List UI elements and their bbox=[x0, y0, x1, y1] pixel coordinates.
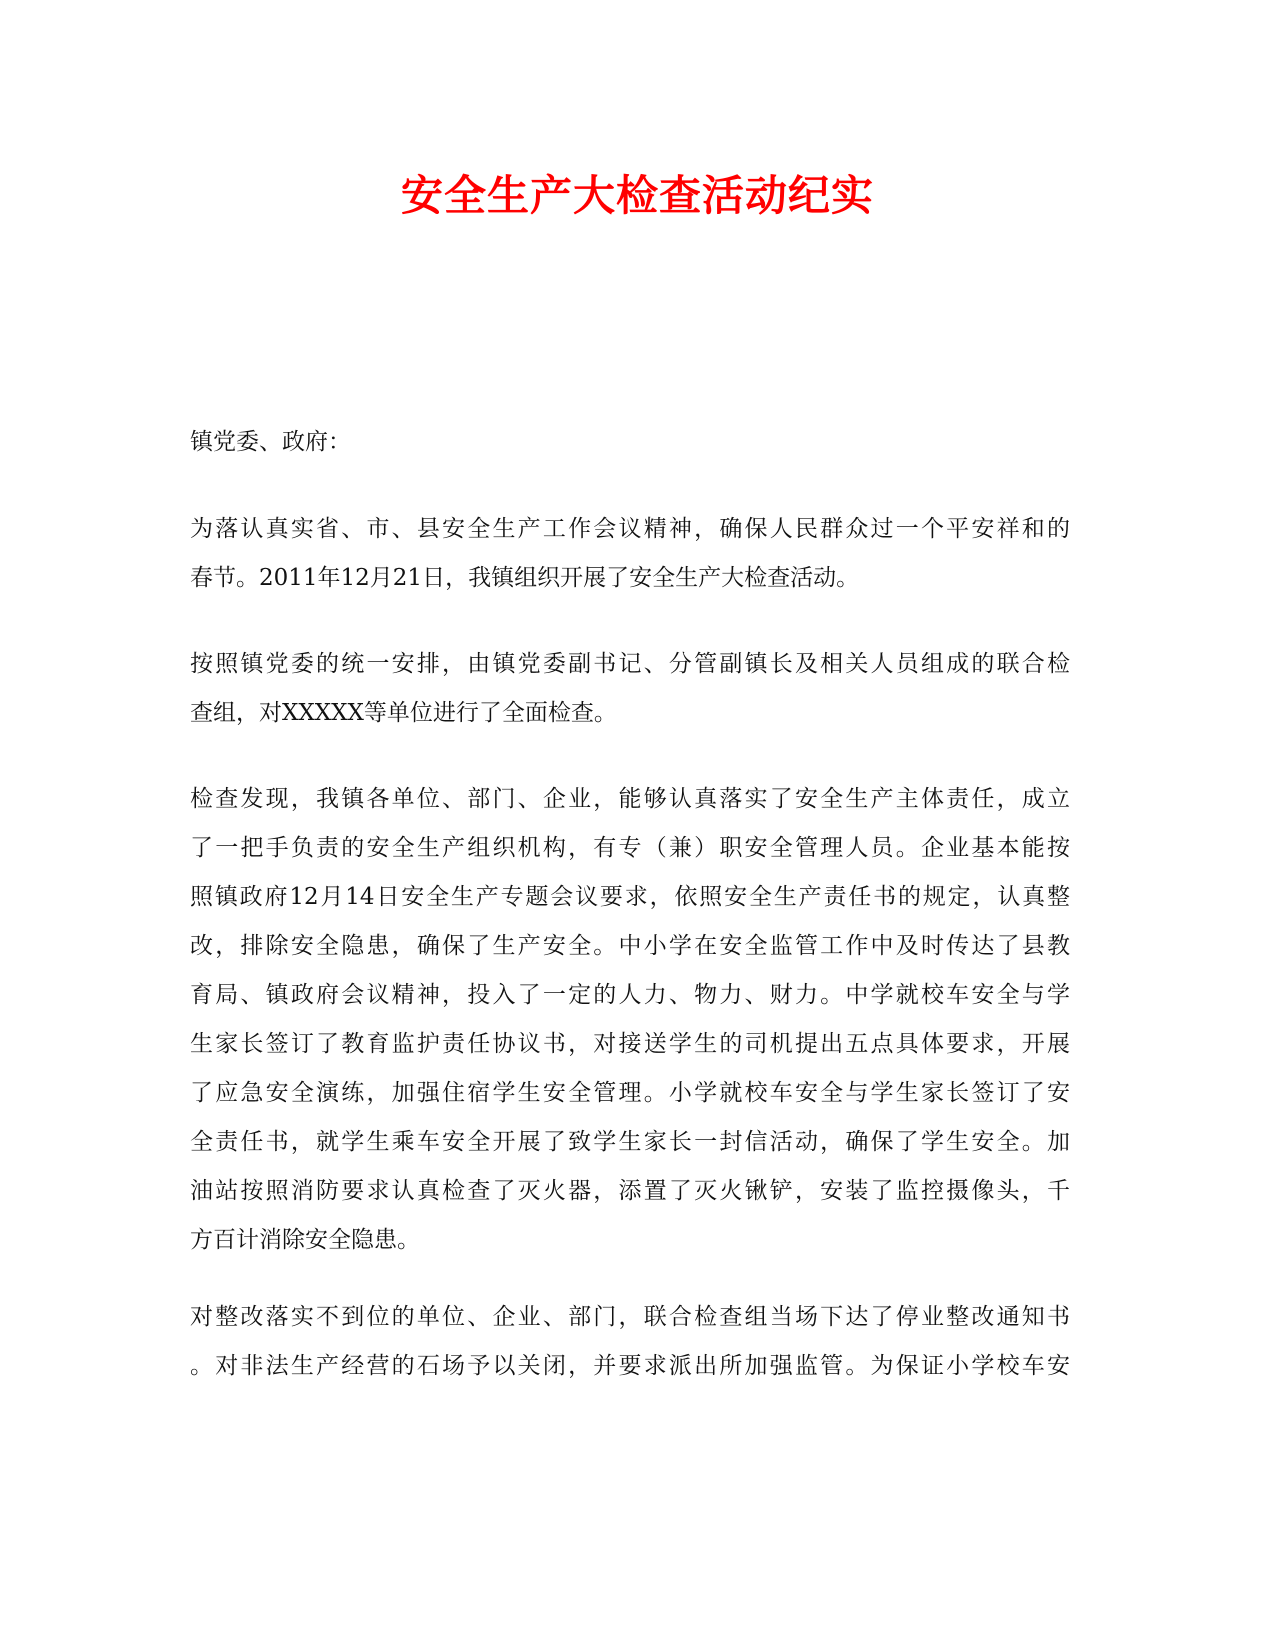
paragraph-line: 。对非法生产经营的石场予以关闭，并要求派出所加强监管。为保证小学校车安 bbox=[190, 1353, 1070, 1379]
salutation bbox=[190, 418, 1070, 467]
paragraph-line: 查组，对XXXXX等单位进行了全面检查。 bbox=[190, 700, 617, 726]
paragraph-line: 检查发现，我镇各单位、部门、企业，能够认真落实了安全生产主体责任，成立 bbox=[190, 786, 1070, 812]
paragraph-line: 按照镇党委的统一安排，由镇党委副书记、分管副镇长及相关人员组成的联合检 bbox=[190, 651, 1070, 677]
paragraph-line: 了一把手负责的安全生产组织机构，有专（兼）职安全管理人员。企业基本能按 bbox=[190, 835, 1070, 861]
paragraph-line: 全责任书，就学生乘车安全开展了致学生家长一封信活动，确保了学生安全。加 bbox=[190, 1129, 1070, 1155]
salutation-text: 镇党委、政府： bbox=[190, 429, 351, 455]
paragraph-line: 生家长签订了教育监护责任协议书，对接送学生的司机提出五点具体要求，开展 bbox=[190, 1031, 1070, 1057]
document-title: 安全生产大检查活动纪实 bbox=[400, 171, 874, 220]
paragraph-line: 方百计消除安全隐患。 bbox=[190, 1227, 420, 1253]
paragraph-4 bbox=[190, 1293, 1070, 1391]
paragraph-3 bbox=[190, 775, 1070, 1265]
paragraph-line: 油站按照消防要求认真检查了灭火器，添置了灭火锹铲，安装了监控摄像头，千 bbox=[190, 1178, 1070, 1204]
paragraph-2 bbox=[190, 640, 1070, 738]
paragraph-line: 照镇政府12月14日安全生产专题会议要求，依照安全生产责任书的规定，认真整 bbox=[190, 884, 1070, 910]
paragraph-line: 改，排除安全隐患，确保了生产安全。中小学在安全监管工作中及时传达了县教 bbox=[190, 933, 1070, 959]
paragraph-line: 春节。2011年12月21日，我镇组织开展了安全生产大检查活动。 bbox=[190, 565, 860, 591]
paragraph-line: 育局、镇政府会议精神，投入了一定的人力、物力、财力。中学就校车安全与学 bbox=[190, 982, 1070, 1008]
paragraph-line: 对整改落实不到位的单位、企业、部门，联合检查组当场下达了停业整改通知书 bbox=[190, 1304, 1070, 1330]
paragraph-1 bbox=[190, 505, 1070, 603]
paragraph-line: 为落认真实省、市、县安全生产工作会议精神，确保人民群众过一个平安祥和的 bbox=[190, 516, 1070, 542]
paragraph-line: 了应急安全演练，加强住宿学生安全管理。小学就校车安全与学生家长签订了安 bbox=[190, 1080, 1070, 1106]
